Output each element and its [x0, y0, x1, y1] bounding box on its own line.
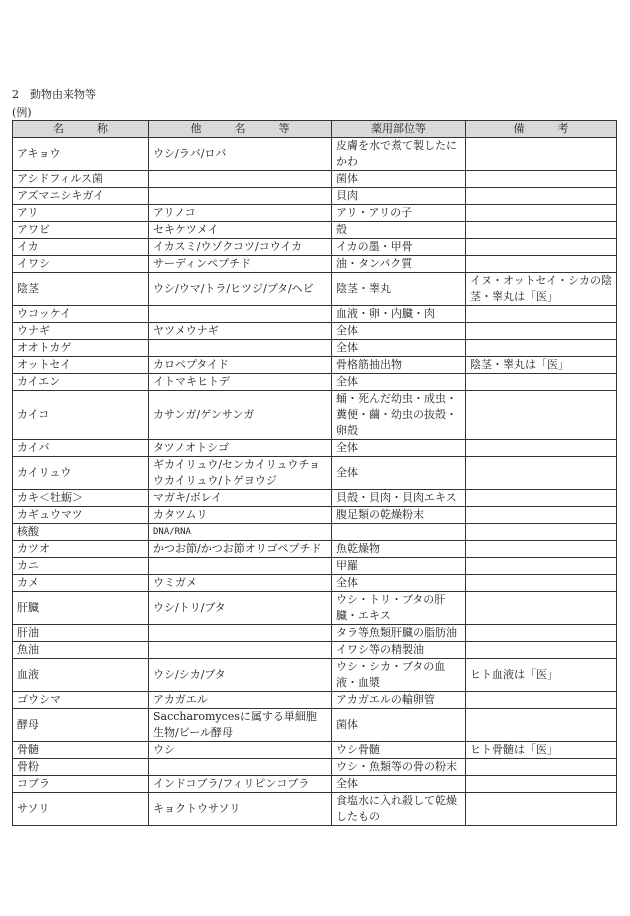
header-remarks: 備 考: [466, 121, 617, 138]
cell-medicinal-part: 全体: [332, 323, 466, 340]
table-row: [13, 340, 617, 357]
header-name: 名 称: [13, 121, 149, 138]
cell-other-names: インドコブラ/フィリピンコブラ: [149, 776, 332, 793]
table-row: [13, 793, 617, 826]
cell-name: アズマニシキガイ: [13, 188, 149, 205]
table-row: [13, 222, 617, 239]
cell-medicinal-part: 骨格筋抽出物: [332, 357, 466, 374]
cell-other-names: イトマキヒトデ: [149, 374, 332, 391]
cell-remarks: [466, 374, 617, 391]
cell-name: 魚油: [13, 642, 149, 659]
table-row: [13, 374, 617, 391]
header-medicinal-part: 薬用部位等: [332, 121, 466, 138]
cell-other-names: ウシ/シカ/ブタ: [149, 659, 332, 692]
cell-other-names: ヤツメウナギ: [149, 323, 332, 340]
cell-remarks: [466, 490, 617, 507]
cell-name: 酵母: [13, 709, 149, 742]
cell-remarks: [466, 575, 617, 592]
cell-other-names: Saccharomycesに属する単細胞生物/ビール酵母: [149, 709, 332, 742]
example-label: (例): [12, 106, 32, 119]
cell-medicinal-part: 甲羅: [332, 558, 466, 575]
cell-other-names: サーディンペプチド: [149, 256, 332, 273]
cell-name: カキ＜牡蛎＞: [13, 490, 149, 507]
cell-name: イワシ: [13, 256, 149, 273]
cell-name: カギュウマツ: [13, 507, 149, 524]
cell-remarks: [466, 692, 617, 709]
cell-remarks: [466, 391, 617, 440]
cell-medicinal-part: アリ・アリの子: [332, 205, 466, 222]
cell-medicinal-part: 油・タンパク質: [332, 256, 466, 273]
cell-other-names: ウミガメ: [149, 575, 332, 592]
table-row: [13, 440, 617, 457]
cell-name: 陰茎: [13, 273, 149, 306]
table-row: [13, 323, 617, 340]
cell-remarks: イヌ・オットセイ・シカの陰茎・睾丸は「医」: [466, 273, 617, 306]
cell-remarks: ヒト骨髄は「医」: [466, 742, 617, 759]
table-row: [13, 239, 617, 256]
cell-remarks: [466, 558, 617, 575]
cell-remarks: [466, 239, 617, 256]
cell-medicinal-part: タラ等魚類肝臓の脂肪油: [332, 625, 466, 642]
cell-name: 骨粉: [13, 759, 149, 776]
cell-remarks: [466, 709, 617, 742]
cell-other-names: [149, 306, 332, 323]
table-row: [13, 541, 617, 558]
cell-remarks: [466, 642, 617, 659]
cell-medicinal-part: 陰茎・睾丸: [332, 273, 466, 306]
cell-name: オオトカゲ: [13, 340, 149, 357]
header-other-names: 他 名 等: [149, 121, 332, 138]
table-row: [13, 575, 617, 592]
cell-other-names: ウシ/トリ/ブタ: [149, 592, 332, 625]
section-title: 2 動物由来物等: [12, 88, 96, 101]
table-row: [13, 692, 617, 709]
cell-medicinal-part: 貝殻・貝肉・貝肉エキス: [332, 490, 466, 507]
cell-other-names: アカガエル: [149, 692, 332, 709]
table-header-row: [13, 121, 617, 138]
cell-medicinal-part: 全体: [332, 374, 466, 391]
cell-other-names: DNA/RNA: [149, 524, 332, 541]
table-row: [13, 558, 617, 575]
cell-medicinal-part: 腹足類の乾燥粉末: [332, 507, 466, 524]
cell-name: 核酸: [13, 524, 149, 541]
cell-medicinal-part: イワシ等の精製油: [332, 642, 466, 659]
table-row: [13, 306, 617, 323]
cell-other-names: [149, 171, 332, 188]
table-row: [13, 457, 617, 490]
cell-name: カイエン: [13, 374, 149, 391]
table-row: [13, 625, 617, 642]
table-row: [13, 188, 617, 205]
cell-remarks: [466, 171, 617, 188]
cell-medicinal-part: 全体: [332, 457, 466, 490]
cell-medicinal-part: 蛹・死んだ幼虫・成虫・糞便・繭・幼虫の抜殻・卵殻: [332, 391, 466, 440]
cell-remarks: [466, 524, 617, 541]
cell-name: アキョウ: [13, 138, 149, 171]
cell-remarks: [466, 222, 617, 239]
cell-name: アシドフィルス菌: [13, 171, 149, 188]
cell-remarks: [466, 625, 617, 642]
table-row: [13, 524, 617, 541]
table-row: [13, 742, 617, 759]
table-row: [13, 507, 617, 524]
cell-other-names: セキケツメイ: [149, 222, 332, 239]
cell-other-names: タツノオトシゴ: [149, 440, 332, 457]
cell-other-names: アリノコ: [149, 205, 332, 222]
cell-name: 肝油: [13, 625, 149, 642]
table-row: [13, 592, 617, 625]
cell-other-names: ウシ/ラバ/ロバ: [149, 138, 332, 171]
cell-name: カメ: [13, 575, 149, 592]
cell-name: コブラ: [13, 776, 149, 793]
cell-medicinal-part: 殻: [332, 222, 466, 239]
cell-remarks: [466, 457, 617, 490]
animal-derived-substances-table: [12, 120, 617, 826]
table-row: [13, 256, 617, 273]
cell-remarks: ヒト血液は「医」: [466, 659, 617, 692]
table-row: [13, 138, 617, 171]
cell-name: 骨髄: [13, 742, 149, 759]
cell-medicinal-part: イカの墨・甲骨: [332, 239, 466, 256]
cell-other-names: マガキ/ボレイ: [149, 490, 332, 507]
cell-remarks: [466, 759, 617, 776]
cell-other-names: [149, 340, 332, 357]
cell-remarks: [466, 507, 617, 524]
cell-medicinal-part: 全体: [332, 575, 466, 592]
cell-medicinal-part: 貝肉: [332, 188, 466, 205]
cell-other-names: イカスミ/ウゾクコツ/コウイカ: [149, 239, 332, 256]
table-row: [13, 357, 617, 374]
cell-remarks: [466, 205, 617, 222]
cell-remarks: [466, 323, 617, 340]
cell-medicinal-part: ウシ・シカ・ブタの血液・血漿: [332, 659, 466, 692]
cell-name: カツオ: [13, 541, 149, 558]
cell-name: 肝臓: [13, 592, 149, 625]
table-row: [13, 659, 617, 692]
table-row: [13, 490, 617, 507]
table-row: [13, 759, 617, 776]
cell-medicinal-part: 全体: [332, 776, 466, 793]
cell-medicinal-part: 食塩水に入れ殺して乾燥したもの: [332, 793, 466, 826]
cell-name: カイバ: [13, 440, 149, 457]
cell-other-names: カサンガ/ゲンサンガ: [149, 391, 332, 440]
cell-medicinal-part: 全体: [332, 340, 466, 357]
cell-name: ウコッケイ: [13, 306, 149, 323]
cell-name: アワビ: [13, 222, 149, 239]
cell-remarks: [466, 793, 617, 826]
cell-remarks: 陰茎・睾丸は「医」: [466, 357, 617, 374]
cell-medicinal-part: 菌体: [332, 171, 466, 188]
cell-remarks: [466, 306, 617, 323]
table-row: [13, 171, 617, 188]
cell-other-names: ウシ: [149, 742, 332, 759]
cell-name: ゴウシマ: [13, 692, 149, 709]
cell-other-names: キョクトウサソリ: [149, 793, 332, 826]
cell-medicinal-part: ウシ・魚類等の骨の粉末: [332, 759, 466, 776]
cell-other-names: [149, 759, 332, 776]
cell-other-names: [149, 558, 332, 575]
cell-remarks: [466, 776, 617, 793]
table-row: [13, 273, 617, 306]
cell-remarks: [466, 256, 617, 273]
table-row: [13, 709, 617, 742]
table-row: [13, 205, 617, 222]
cell-name: オットセイ: [13, 357, 149, 374]
cell-remarks: [466, 541, 617, 558]
cell-remarks: [466, 440, 617, 457]
cell-name: カイコ: [13, 391, 149, 440]
cell-other-names: ギカイリュウ/センカイリュウチョウカイリュウ/トゲヨウジ: [149, 457, 332, 490]
cell-remarks: [466, 340, 617, 357]
cell-remarks: [466, 188, 617, 205]
cell-other-names: [149, 625, 332, 642]
cell-other-names: カロペプタイド: [149, 357, 332, 374]
cell-name: カイリュウ: [13, 457, 149, 490]
cell-other-names: カタツムリ: [149, 507, 332, 524]
table-row: [13, 642, 617, 659]
cell-name: 血液: [13, 659, 149, 692]
cell-medicinal-part: [332, 524, 466, 541]
cell-name: サソリ: [13, 793, 149, 826]
cell-medicinal-part: 血液・卵・内臓・肉: [332, 306, 466, 323]
cell-medicinal-part: 皮膚を水で煮て製したにかわ: [332, 138, 466, 171]
cell-other-names: [149, 188, 332, 205]
cell-other-names: かつお節/かつお節オリゴペプチド: [149, 541, 332, 558]
cell-medicinal-part: アカガエルの輸卵管: [332, 692, 466, 709]
cell-other-names: ウシ/ウマ/トラ/ヒツジ/ブタ/ヘビ: [149, 273, 332, 306]
cell-medicinal-part: 魚乾燥物: [332, 541, 466, 558]
cell-name: アリ: [13, 205, 149, 222]
cell-medicinal-part: ウシ骨髄: [332, 742, 466, 759]
cell-medicinal-part: 全体: [332, 440, 466, 457]
table-row: [13, 776, 617, 793]
cell-other-names: [149, 642, 332, 659]
cell-name: カニ: [13, 558, 149, 575]
cell-name: ウナギ: [13, 323, 149, 340]
cell-medicinal-part: 菌体: [332, 709, 466, 742]
cell-remarks: [466, 592, 617, 625]
cell-medicinal-part: ウシ・トリ・ブタの肝臓・エキス: [332, 592, 466, 625]
cell-remarks: [466, 138, 617, 171]
table-row: [13, 391, 617, 440]
cell-name: イカ: [13, 239, 149, 256]
